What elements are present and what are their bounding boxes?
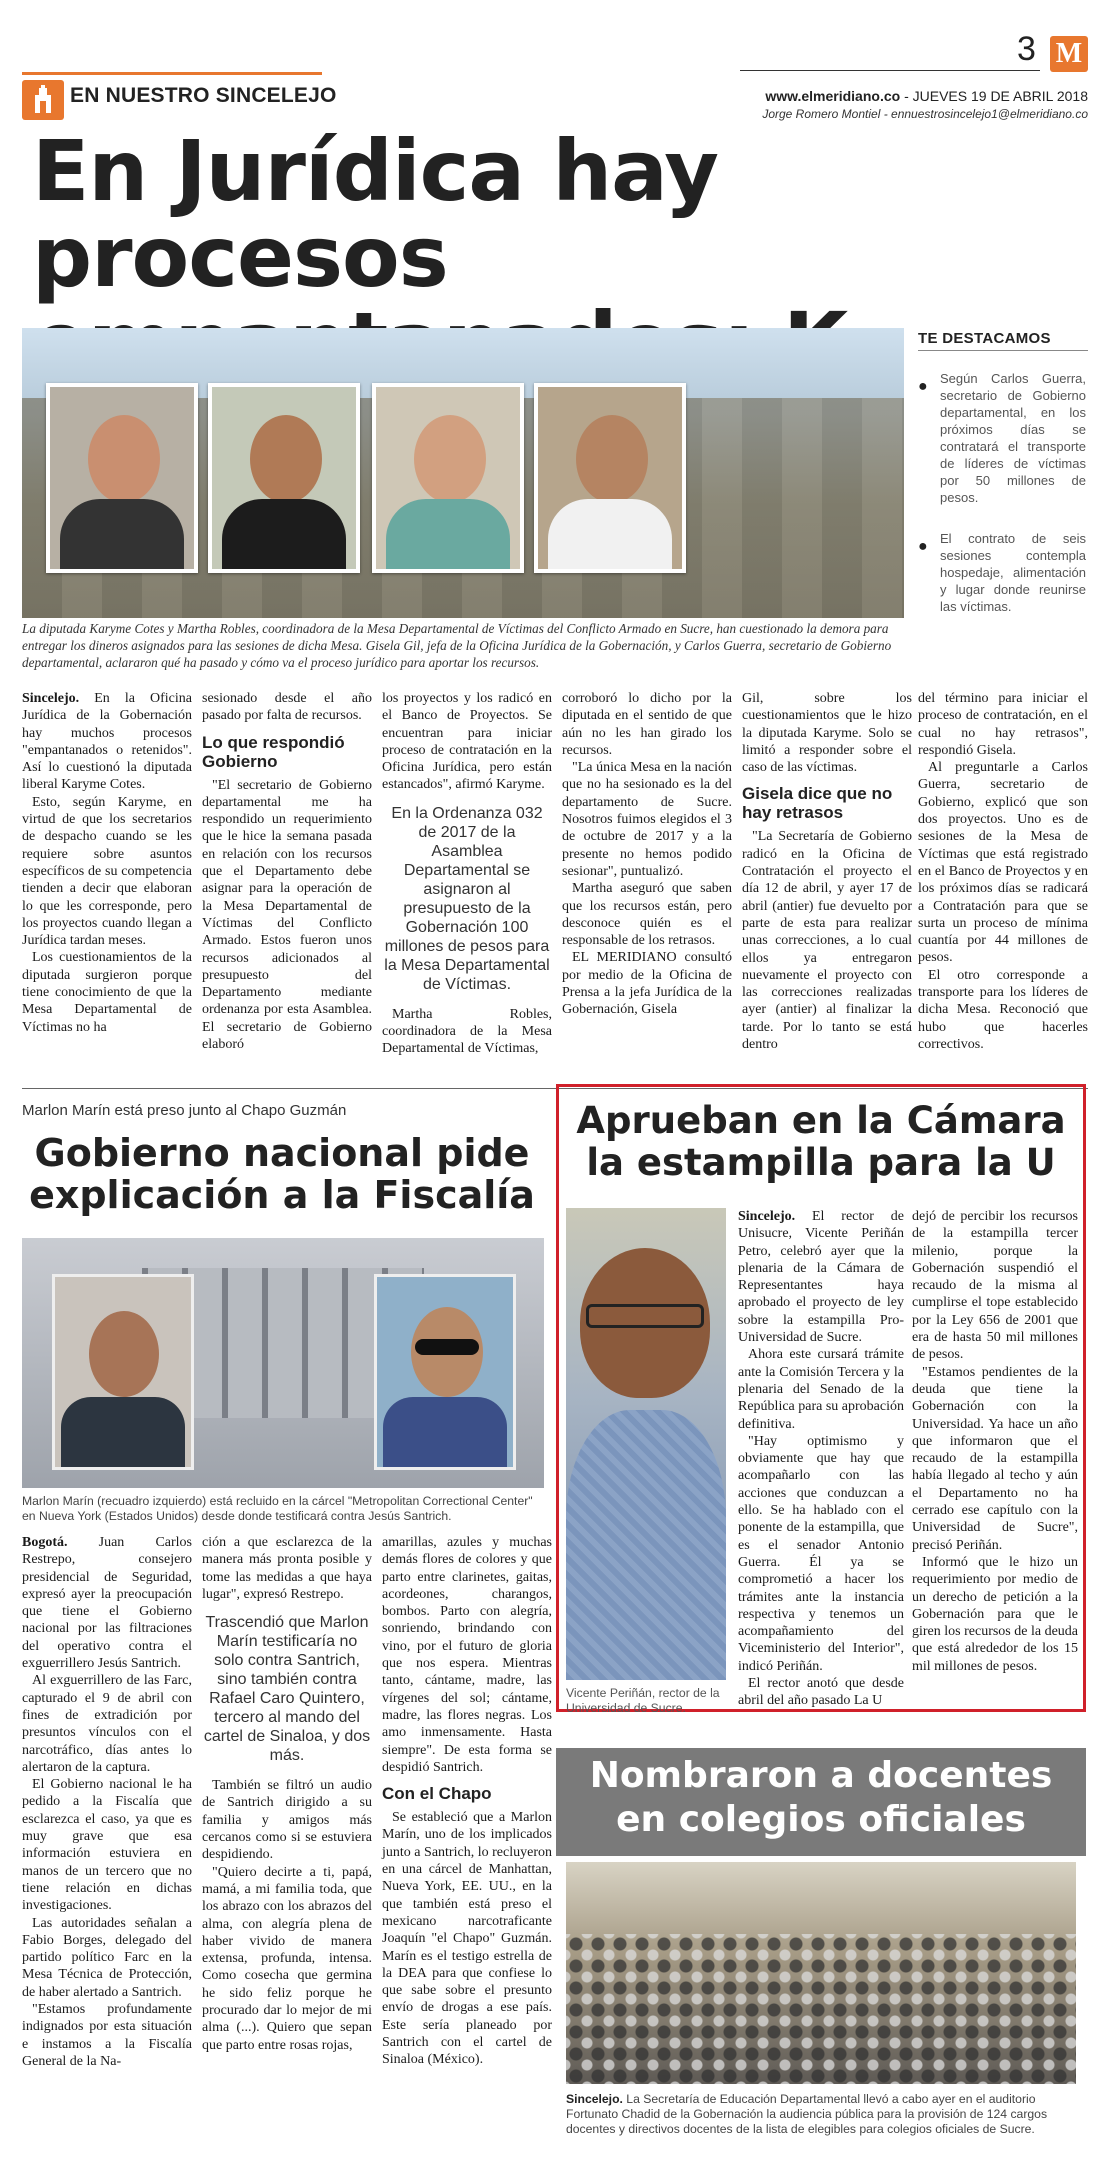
paragraph: Esto, según Karyme, en virtud de que los secretarios de despacho cuando se les requiere sobre asuntos específicos de su competencia tienden a decir que elaboran lo que les corresponde, pero los proyectos cuando llegan a Jurídica tardan meses.: [22, 794, 192, 949]
paragraph: sesionado desde el año pasado por falta de recursos.: [202, 691, 372, 724]
newspaper-logo: M: [1050, 36, 1088, 72]
bullet-icon: ●: [918, 538, 928, 555]
main-photo: [22, 328, 904, 618]
paragraph: El otro corresponde a transporte para los líderes de dicha Mesa. Reconoció que hubo que hacerles correctivos.: [918, 967, 1088, 1052]
prison-photo: [22, 1238, 544, 1488]
page-number: 3: [1017, 30, 1036, 68]
section-accent-bar: [22, 72, 322, 75]
section-icon: [22, 80, 64, 120]
paragraph: También se filtró un audio de Santrich dirigido a su familia y amigos más cercanos como si se estuviera despidiendo.: [202, 1778, 372, 1863]
main-story-column-4: [562, 690, 732, 1019]
portrait-jesus-santrich: [374, 1274, 516, 1470]
portrait-gisela-gil: [372, 383, 524, 573]
paragraph: "Estamos profundamente indignados por esta situación e instamos a la Fiscalía General de la Na-: [22, 2002, 192, 2069]
prison-photo-caption: Marlon Marín (recuadro izquierdo) está recluido en la cárcel "Metropolitan Correctional Center" en Nueva York (Estados Unidos) desde donde testificará contra Jesús Santrich.: [22, 1494, 533, 1523]
story-headline-fiscalia: Gobierno nacional pide explicación a la Fiscalía: [29, 1131, 535, 1217]
sidebar-item: Según Carlos Guerra, secretario de Gobierno departamental, en los próximos días se contratará el transporte de líderes de víctimas por 50 millones de pesos.: [940, 371, 1086, 505]
pull-quote: En la Ordenanza 032 de 2017 de la Asamblea Departamental se asignaron al presupuesto de la Gobernación 100 millones de pesos para la Mesa Departamental de Víctimas.: [384, 804, 550, 993]
paragraph: corroboró lo dicho por la diputada en el sentido de que aún no les han girado los recursos.: [562, 691, 732, 758]
paragraph: "La Secretaría de Gobierno radicó en la Oficina de Contratación el proyecto el día 12 de abril, y ayer 17 de abril (antier) fue devuelto por parte de esta para realizar unas correcciones, a lo cual ellos ya entregaron nuevamente el proyecto con las correcciones realizadas ayer (antier) al finalizar la tarde. Por lo tanto se está dentro: [742, 829, 912, 1053]
portrait-martha-robles: [208, 383, 360, 573]
paragraph: "La única Mesa en la nación que no ha sesionado es la del departamento de Sucre. Nosotros fuimos elegidos el 3 de octubre de 2017 y a la presente no hemos podido sesionar", puntualizó.: [562, 760, 732, 879]
website-date-line: [765, 88, 1088, 104]
sidebar-rule: [918, 350, 1088, 351]
paragraph: Al exguerrillero de las Farc, capturado el 9 de abril con fines de extradición por presuntos vínculos con el narcotráfico, días antes lo alertaron de la captura.: [22, 1673, 192, 1775]
subheading: Con el Chapo: [382, 1784, 492, 1804]
auditorium-photo-caption: Sincelejo. La Secretaría de Educación Departamental llevó a cabo ayer en el auditorio Fortunato Chadid de la Gobernación la audiencia pública para la provisión de 124 cargos docentes y directivos docentes de la lista de elegibles para colegios oficiales de Sucre.: [566, 2092, 1048, 2136]
paragraph: Las autoridades señalan a Fabio Borges, delegado del partido político Farc en la Mesa Técnica de Protección, de haber alertado a Santrich.: [22, 1915, 192, 2000]
paragraph: dejó de percibir los recursos de la estampilla tercer milenio, porque la Gobernación suspendió el recaudo de la misma al cumplirse el tope establecido por la Ley 656 de 2001 que era de hasta 50 mil millones de pesos.: [912, 1209, 1078, 1363]
website: www.elmeridiano.co: [765, 88, 901, 104]
main-story-column-5: [742, 690, 912, 1053]
sidebar-title: TE DESTACAMOS: [918, 330, 1051, 347]
main-story-column-6: [918, 690, 1088, 1053]
paragraph: El rector anotó que desde abril del año pasado La U: [738, 1676, 904, 1709]
paragraph: "El secretario de Gobierno departamental me ha respondido un requerimiento que le hice la semana pasada en relación con los recursos que el Departamento debe asignar para la operación de la Mesa Departamental de Víctimas del Conflicto Armado. Estos fueron unos recursos adicionados al presupuesto del Departamento mediante ordenanza por esta Asamblea. El secretario de Gobierno elaboró: [202, 777, 372, 1053]
rector-photo-caption: Vicente Periñán, rector de la Universidad de Sucre.: [566, 1686, 720, 1715]
paragraph: El Gobierno nacional le ha pedido a la Fiscalía que esclarezca el caso, ya que es muy grave que esa información estuviera en manos de un tercero que no tiene relación en dichas investigaciones.: [22, 1777, 192, 1914]
auditorium-photo: [566, 1862, 1076, 2084]
rector-photo: [566, 1208, 726, 1680]
paragraph: "Quiero decirte a ti, papá, mamá, a mi familia toda, que los abrazo con los abrazos del alma, con alegría plena de haber vivido de manera extensa, profunda, intensa. Como cosecha que germina he sido feliz porque he procurado dar lo mejor de mi alma (...). Quiero que sepan que parto entre rosas rojas,: [202, 1864, 372, 2053]
paragraph: los proyectos y los radicó en el Banco de Proyectos. Se encuentran para iniciar proceso de contratación en la Oficina Jurídica, pero están estancados", afirmó Karyme.: [382, 691, 552, 793]
paragraph: Gil, sobre los cuestionamientos que le hizo la diputada Karyme. Solo se limitó a responder sobre el caso de las víctimas.: [742, 691, 912, 776]
paragraph: Martha Robles, coordinadora de la Mesa Departamental de Víctimas,: [382, 1006, 552, 1057]
estampilla-column-2: [912, 1208, 1078, 1675]
fiscalia-column-1: [22, 1534, 192, 2070]
paragraph: Sincelejo. En la Oficina Jurídica de la Gobernación hay muchos procesos "empantanados o retenidos". Así lo cuestionó la diputada liberal Karyme Cotes.: [22, 691, 192, 793]
story-headline-estampilla: Aprueban en la Cámara la estampilla para la U: [576, 1099, 1066, 1184]
paragraph: Informó que le hizo un requerimiento por medio de un derecho de petición a la Gobernación para que le giren los recursos de la deuda que está alrededor de los 15 mil millones de pesos.: [912, 1554, 1078, 1674]
main-headline: En Jurídica hay procesos: [32, 122, 718, 306]
fiscalia-column-3: [382, 1534, 552, 2069]
paragraph: amarillas, azules y muchas demás flores de colores y que parto entre clarinetes, gaitas, acordeones, charangos, bombos. Parto con alegría, sonriendo, brindando con vino, por el futuro de gloria que nos espera. Mientras tanto, cántame, madre, las vírgenes del sol; cántame, madre, las flores negras. Los amo inmensamente. Hasta siempre". De esta forma se despidió Santrich.: [382, 1535, 552, 1775]
portrait-marlon-marin: [52, 1274, 194, 1470]
paragraph: Martha aseguró que saben que los recursos están, pero desconoce quién es el responsable de los retrasos.: [562, 881, 732, 949]
section-label: EN NUESTRO SINCELEJO: [70, 84, 337, 107]
pull-quote: Trascendió que Marlon Marín testificaría no solo contra Santrich, sino también contra Rafael Caro Quintero, tercero al mando del cartel de Sinaloa, y dos más.: [203, 1614, 371, 1765]
subheading: Lo que respondió Gobierno: [202, 732, 345, 771]
author-line: Jorge Romero Montiel - ennuestrosincelejo1@elmeridiano.co: [762, 107, 1088, 121]
issue-date: - JUEVES 19 DE ABRIL 2018: [904, 88, 1088, 104]
paragraph: Bogotá. Juan Carlos Restrepo, consejero presidencial de Seguridad, expresó ayer la preocupación que tiene el Gobierno nacional por las filtraciones del operativo contra el exguerrillero Jesús Santrich.: [22, 1535, 192, 1672]
paragraph: Sincelejo. El rector de Unisucre, Vicente Periñán Petro, celebró ayer que la plenaria de la Cámara de Representantes haya aprobado el proyecto de ley sobre la estampilla Pro-Universidad de Sucre.: [738, 1209, 904, 1346]
paragraph: Ahora este cursará trámite ante la Comisión Tercera y la plenaria del Senado de la República para su aprobación definitiva.: [738, 1347, 904, 1432]
paragraph: Se estableció que a Marlon Marín, uno de los implicados junto a Santrich, lo recluyeron en una cárcel de Manhattan, Nueva York, EE. UU., en la que también está preso el mexicano narcotraficante Joaquín "el Chapo" Guzmán. Marín es el testigo estrella de la DEA para que confiese lo que sabe sobre el presunto envío de drogas a ese país. Este sería planeado por Santrich con el cartel de Sinaloa (México).: [382, 1810, 552, 2068]
bullet-icon: ●: [918, 378, 928, 395]
portrait-carlos-guerra: [534, 383, 686, 573]
paragraph: del término para iniciar el proceso de contratación, en el cual no hay retrasos", respondió Gisela.: [918, 691, 1088, 758]
main-story-column-1: [22, 690, 192, 1036]
main-photo-caption: La diputada Karyme Cotes y Martha Robles, coordinadora de la Mesa Departamental de Víctimas del Conflicto Armado en Sucre, han cuestionado la demora para entregar los dineros asignados para las sesiones de dicha Mesa. Gisela Gil, jefa de la Oficina Jurídica de la Gobernación, y Carlos Guerra, secretario de Gobierno departamental, aclararon qué ha pasado y cómo va el proceso jurídico para aportar los recursos.: [22, 621, 892, 670]
main-story-column-2: [202, 690, 372, 1053]
paragraph: ción a que esclarezca de la manera más pronta posible y tome las medidas a que haya lugar", expresó Restrepo.: [202, 1535, 372, 1602]
story-kicker: Marlon Marín está preso junto al Chapo Guzmán: [22, 1102, 347, 1119]
paragraph: "Hay optimismo y obviamente que hay que acompañarlo con las acciones que conduzcan a ello. Se ha hablado con el ponente de la estampilla, que es el senador Antonio Guerra. Él ya se comprometió a hacer los trámites ante la instancia respectiva y tenemos un acompañamiento del Viceministerio del Interior", indicó Periñán.: [738, 1433, 904, 1674]
sidebar-item: El contrato de seis sesiones contempla hospedaje, alimentación y lugar donde reunirse las víctimas.: [940, 531, 1086, 614]
fiscalia-column-2: [202, 1534, 372, 2054]
main-story-column-3: [382, 690, 552, 1058]
portrait-karyme-cotes: [46, 383, 198, 573]
story-headline-docentes: Nombraron a docentes en colegios oficiales: [589, 1755, 1053, 1840]
paragraph: EL MERIDIANO consultó por medio de la Oficina de Prensa a la jefa Jurídica de la Gobernación, Gisela: [562, 950, 732, 1018]
subheading: Gisela dice que no hay retrasos: [742, 784, 893, 823]
estampilla-column-1: [738, 1208, 904, 1710]
paragraph: Los cuestionamientos de la diputada surgieron porque tiene conocimiento de que la Mesa Departamental de Víctimas no ha: [22, 950, 192, 1035]
paragraph: Al preguntarle a Carlos Guerra, secretario de Gobierno, explicó que son dos proyectos. Uno es de sesiones de la Mesa de Víctimas que está registrado en el Banco de Proyectos y en los próximos días se radicará a Contratación para que se surta un proceso de mínima cuantía por 44 millones de pesos.: [918, 760, 1088, 966]
header-rule: [740, 70, 1040, 71]
paragraph: "Estamos pendientes de la deuda que tiene la Gobernación con la Universidad. Ya hace un año que informaron que el recaudo de la estampilla había llegado al techo y aún el Departamento no ha cerrado ese capítulo con la Universidad de Sucre", precisó Periñán.: [912, 1364, 1078, 1553]
